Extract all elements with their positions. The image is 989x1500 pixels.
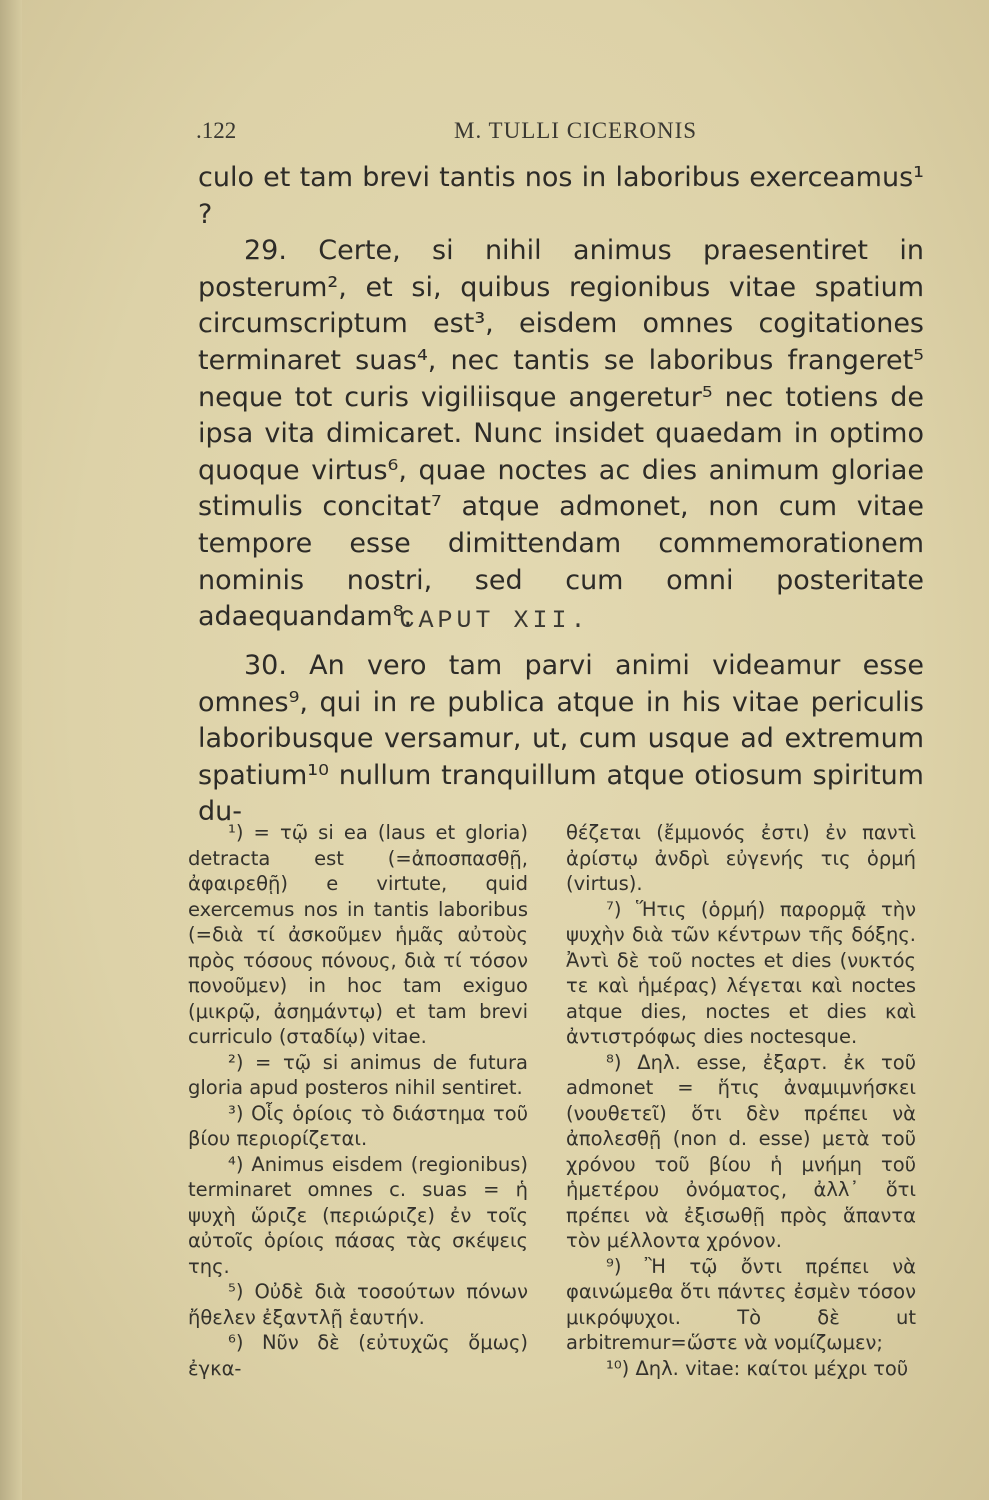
footnotes-right-column	[566, 820, 916, 1381]
paragraph-30: 30. An vero tam parvi animi videamur esse omnes⁹, qui in re publica atque in his vitae periculis laboribusque versamur, ut, cum usque ad extremum spatium¹⁰ nullum tranquillum atque otiosum spiritum du-	[198, 650, 924, 828]
footnotes-left-column	[188, 820, 528, 1381]
footnote-2: ²) = τῷ si animus de futura gloria apud posteros nihil sentiret.	[188, 1050, 528, 1099]
chapter-heading: CAPUT XII.	[399, 606, 590, 635]
main-text-chapter	[198, 648, 924, 831]
footnote-1: ¹) = τῷ si ea (laus et gloria) detracta est (=ἀποσπασθῇ, ἀφαιρεθῇ) e virtute, quid exercemus nos in tantis laboribus (=διὰ τί ἀσκοῦμεν ἡμᾶς αὐτοὺς πρὸς τόσους πόνους, διὰ τί τόσον πονοῦμεν) in hoc tam exiguo (μικρῷ, ἀσημάντῳ) et tam brevi curriculo (σταδίῳ) vitae.	[188, 821, 528, 1048]
footnote-10: ¹⁰) Δηλ. vitae: καίτοι μέχρι τοῦ	[606, 1356, 909, 1380]
footnote-6: ⁶) Νῦν δὲ (εὐτυχῶς ὅμως) ἐγκα-	[188, 1331, 528, 1380]
running-title: M. TULLI CICERONIS	[454, 118, 698, 143]
footnote-9: ⁹) Ἢ τῷ ὄντι πρέπει νὰ φαινώμεθα ὅτι πάντες ἐσμὲν τόσον μικρόψυχοι. Τὸ δὲ ut arbitremur=ὥστε νὰ νομίζωμεν;	[566, 1254, 916, 1354]
footnote-3: ³) Οἷς ὁρίοις τὸ διάστημα τοῦ βίου περιορίζεται.	[188, 1101, 528, 1150]
footnote-5: ⁵) Οὐδὲ διὰ τοσούτων πόνων ἤθελεν ἐξαντλῇ ἑαυτήν.	[188, 1280, 528, 1329]
footnote-8: ⁸) Δηλ. esse, ἐξαρτ. ἐκ τοῦ admonet = ἥτις ἀναμιμνήσκει (νουθετεῖ) ὅτι δὲν πρέπει νὰ ἀπολεσθῇ (non d. esse) μετὰ τοῦ χρόνου τοῦ βίου ἡ μνήμη τοῦ ἡμετέρου ὀνόματος, ἀλλ᾽ ὅτι πρέπει νὰ ἐξισωθῇ πρὸς ἅπαντα τὸν μέλλοντα χρόνον.	[566, 1050, 916, 1252]
paragraph-29: 29. Certe, si nihil animus praesentiret in posterum², et si, quibus regionibus vitae spatium circumscriptum est³, eisdem omnes cogitationes terminaret suas⁴, nec tantis se laboribus frangeret⁵ neque tot curis vigiliisque angeretur⁵ nec totiens de ipsa vita dimicaret. Nunc insidet quaedam in optimo quoque virtus⁶, quae noctes ac dies animum gloriae stimulis concitat⁷ atque admonet, non cum vitae tempore esse dimittendam commemorationem nominis nostri, sed cum omni posteritate adaequandam⁸.	[198, 235, 924, 633]
footnote-7: ⁷) Ἥτις (ὁρμή) παρορμᾷ τὴν ψυχὴν διὰ τῶν κέντρων τῆς δόξης. Ἀντὶ δὲ τοῦ noctes et dies (νυκτός τε καὶ ἡμέρας) λέγεται καὶ noctes atque dies, noctes et dies καὶ ἀντιστρόφως dies noctesque.	[566, 897, 916, 1048]
footnote-6-continued: θέζεται (ἔμμονός ἐστι) ἐν παντὶ ἀρίστῳ ἀνδρὶ εὐγενής τις ὁρμή (virtus).	[566, 821, 916, 895]
page-edge	[0, 0, 22, 1500]
paragraph-continuation: culo et tam brevi tantis nos in laboribus exerceamus¹ ?	[198, 162, 924, 230]
footnote-4: ⁴) Animus eisdem (regionibus) terminaret omnes c. suas = ἡ ψυχὴ ὥριζε (περιώριζε) ἐν τοῖς αὐτοῖς ὁρίοις πάσας τὰς σκέψεις της.	[188, 1152, 528, 1278]
page-header	[196, 118, 936, 150]
main-text	[198, 160, 924, 636]
page-number: .122	[196, 118, 237, 143]
